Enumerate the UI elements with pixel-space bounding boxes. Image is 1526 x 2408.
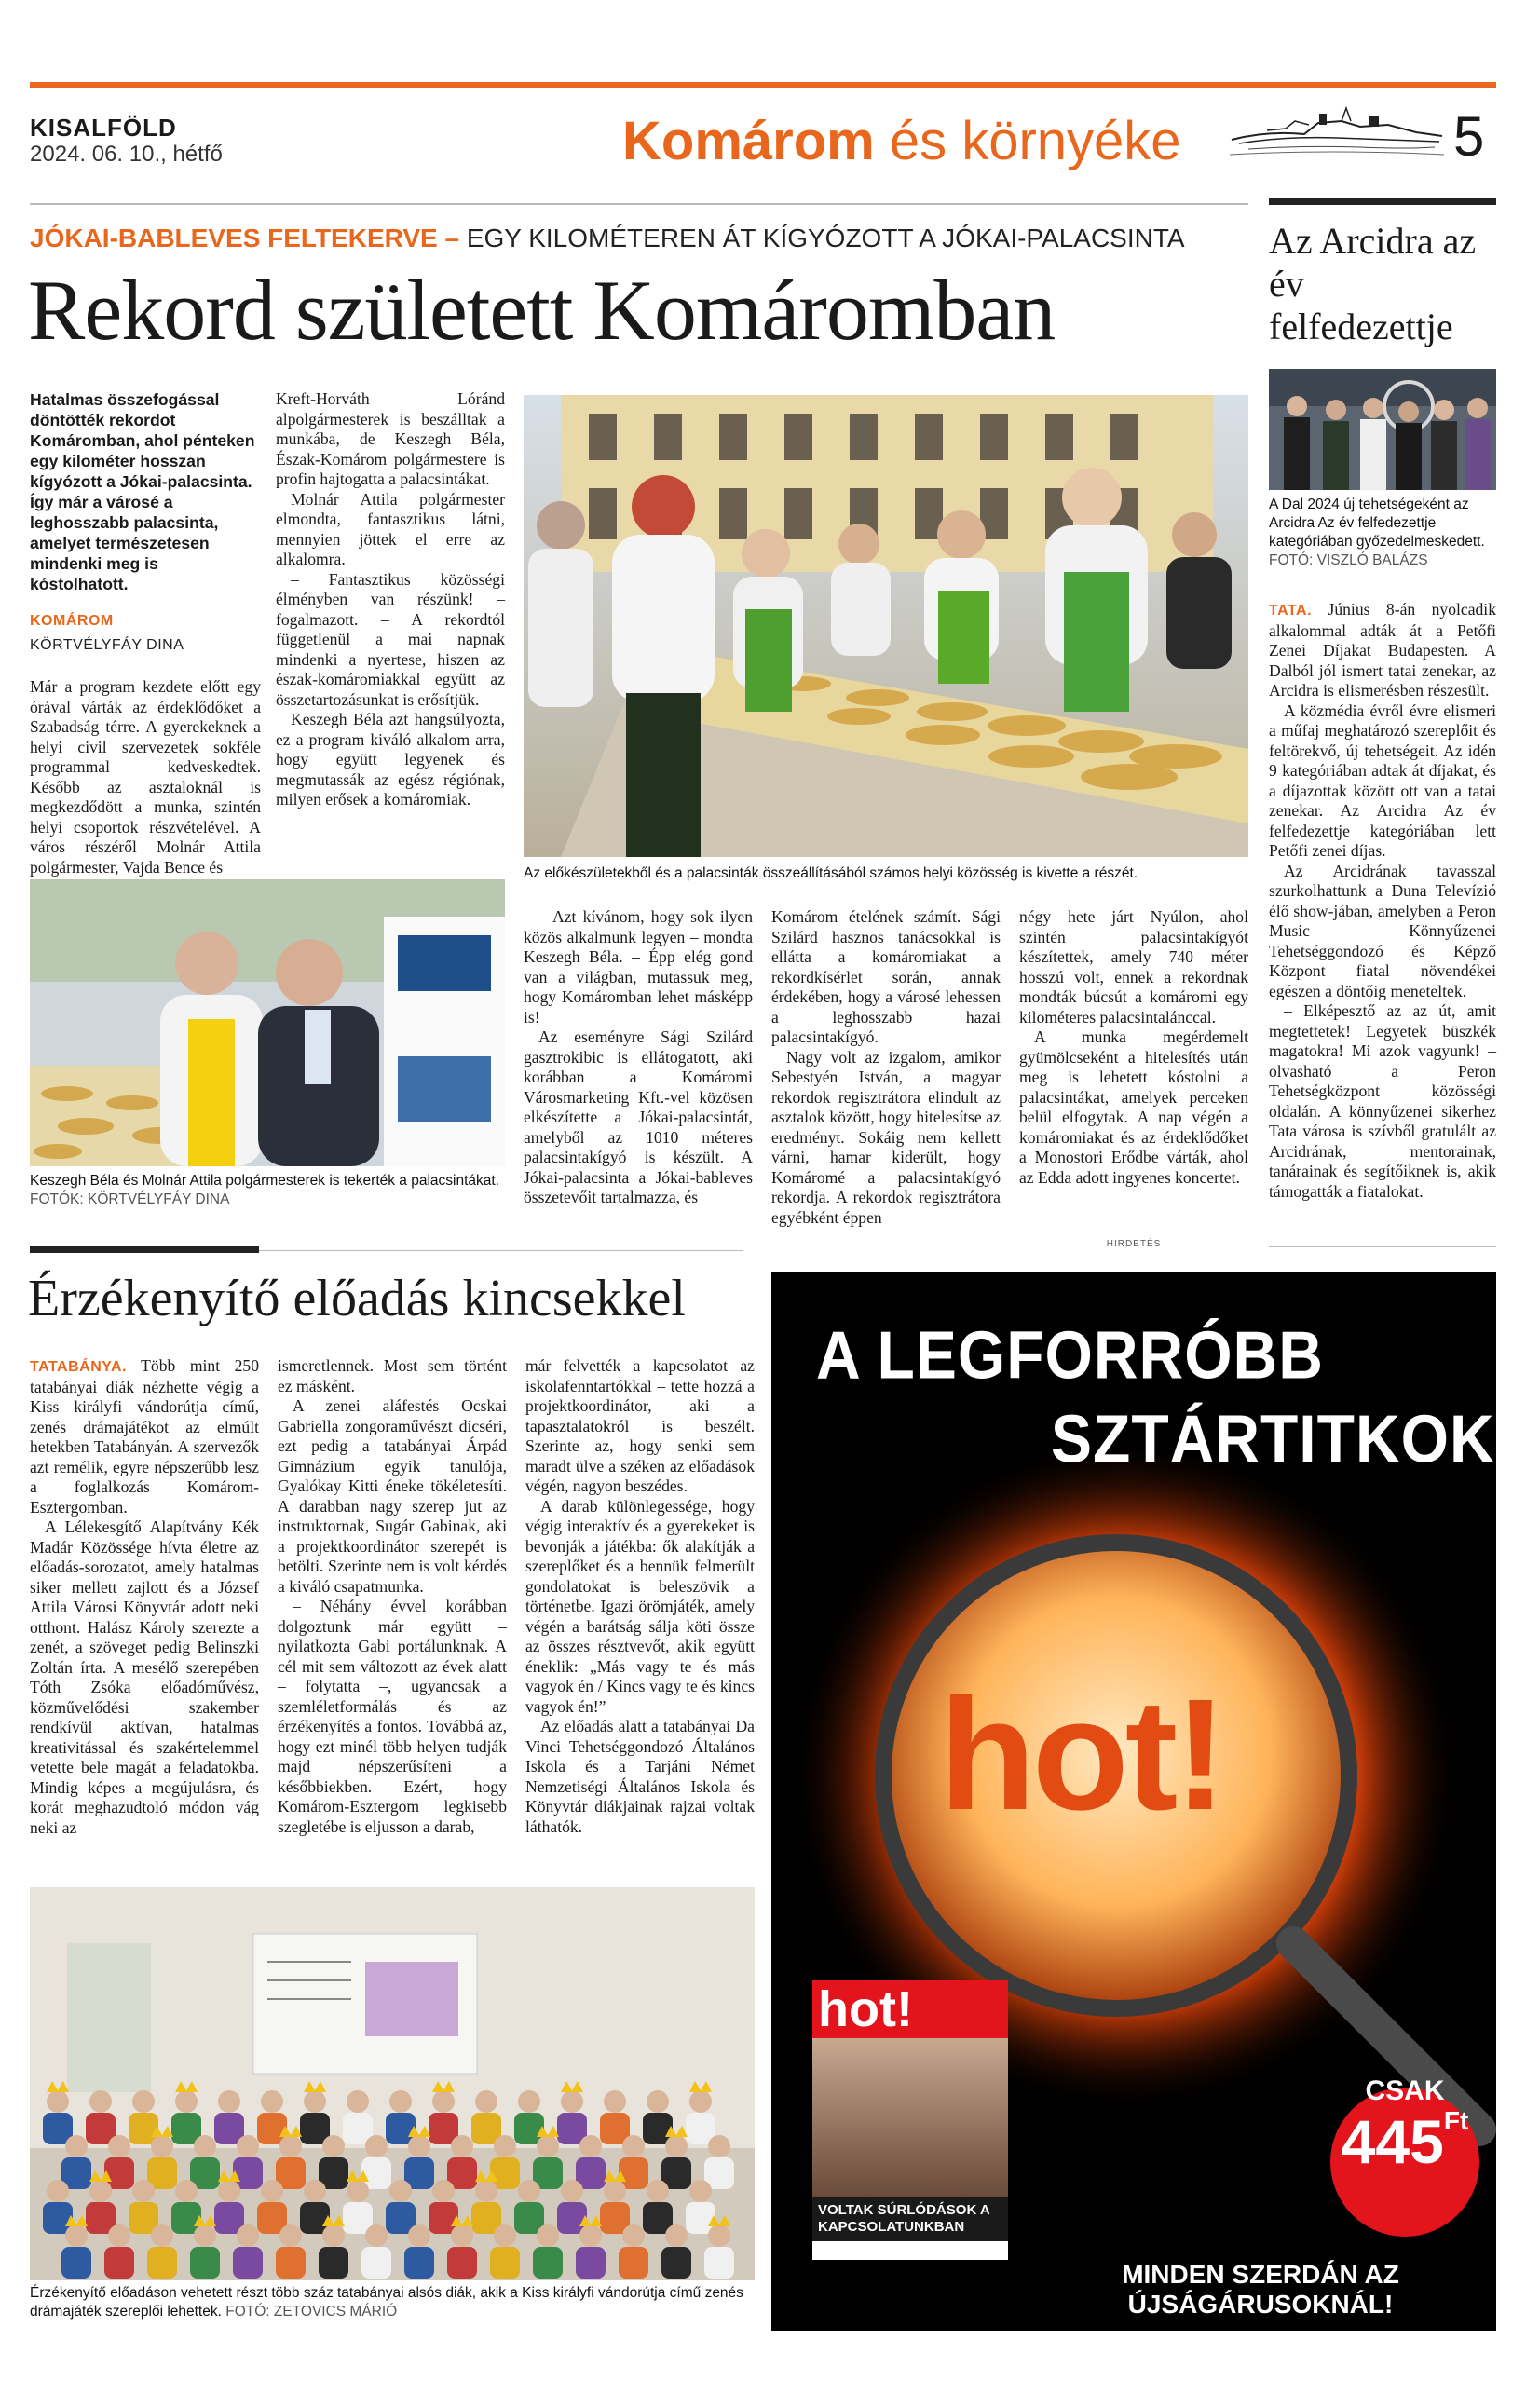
photo2-caption-text: Keszegh Béla és Molnár Attila polgármesterek is tekerték a palacsintákat. xyxy=(30,1173,500,1189)
child-figure xyxy=(190,2247,220,2279)
article-lead: Hatalmas összefogással döntötték rekordot Komáromban, ahol pénteken egy kilométer hosszan kígyózott a Jókai-palacsinta. Így már a városé a leghosszabb palacsinta, amelyet természetesen mindenki meg is kóstolhatott. xyxy=(30,390,255,593)
cover-photo xyxy=(812,2038,1008,2197)
child-figure xyxy=(132,2180,155,2202)
child-figure xyxy=(233,2247,263,2279)
fortress-drawing-icon xyxy=(1230,102,1444,160)
article-paragraph: Kreft-Horváth Lóránd alpolgármesterek is beszálltak a munkába, de Keszegh Béla, Észak-Komárom polgármestere is profin hajtogatta a palacsintákat. xyxy=(276,389,505,488)
child-figure xyxy=(279,2224,302,2247)
child-figure xyxy=(447,2247,477,2279)
child-figure xyxy=(661,2247,691,2279)
child-figure xyxy=(389,2180,412,2202)
section-title-bold: Komárom xyxy=(622,111,875,171)
child-figure xyxy=(237,2224,259,2247)
child-figure xyxy=(276,2247,306,2279)
article2-p1: Több mint 250 tatabányai diák nézhette végig a Kiss királyfi vándorútja című, zenés drámajátékot az elmúlt hetekben Tatabányán. A szervezők azt remélik, egyre népszerűbb lesz a foglalkozás Komárom-Esztergomban. xyxy=(30,1356,259,1517)
article-paragraph: A Lélekesgítő Alapítvány Kék Madár Közössége hívta életre az előadás-sorozatot, amely hatalmas siker mellett zajlott és a József Attila Városi Könyvtár adott neki otthont. Halász Károly szerezte a zenét, a szöveget pedig Belinszki Zoltán írta. A mesélő szerepében Tóth Zsóka előadóművész, közművelődési szakember rendkívül aktívan, hatalmas kreativitással és szakértelemmel vetette bele magát a feladatokba. Mindig képes a megújulásra, és korát meghazudtoló módon vág neki az xyxy=(30,1517,259,1837)
child-figure xyxy=(65,2224,88,2247)
photo2-caption xyxy=(30,1172,514,1209)
child-figure xyxy=(108,2224,130,2247)
child-figure xyxy=(104,2247,134,2279)
child-figure xyxy=(647,2180,669,2202)
sidebar-photo-caption xyxy=(1269,496,1496,570)
ad-footer: MINDEN SZERDÁN AZ ÚJSÁGÁRUSOKNÁL! xyxy=(1122,2260,1399,2319)
article-paragraph: – Fantasztikus közösségi élményben van részünk! – fogalmazott. – A rekordtól függetlenül a mai napnak mindenki a nyertese, hiszen az észak-komáromiakkal együtt az összetartozásunkat is erősítjük. xyxy=(276,569,505,709)
child-figure xyxy=(432,2180,455,2202)
article2-divider xyxy=(259,1250,743,1251)
ad-price xyxy=(1330,2106,1479,2177)
photo-children-performance xyxy=(30,1887,755,2280)
article-paragraph: Komárom ételének számít. Sági Szilárd hasznos tanácsokkal is ellátta a komáromiakat a rekordkísérlet során, annak érdekében, hogy a városé lehessen a leghosszabb hazai palacsintakígyó. xyxy=(771,907,1001,1046)
article2-place: TATABÁNYA. xyxy=(30,1359,127,1375)
article-paragraph xyxy=(30,1356,259,1517)
article-paragraph: Az előadás alatt a tatabányai Da Vinci Tehetséggondozó Általános Iskola és a Tarjáni Német Nemzetiségi Általános Iskola és Könyvtár diákjainak rajzai voltak láthatók. xyxy=(525,1717,755,1836)
article-paragraph: – Elképesztő az az út, amit megtettetek! Legyetek büszkék magatokra! Mi azok vagyunk! – olvasható a Peron Tehetségközpont közösségi oldalán. A könnyűzenei sikerhez Tata városa is szívből gratulált az Arcidrának, mentorainak, tanárainak és segítőiknek is, akik támogatták a fiatalokat. xyxy=(1269,1001,1496,1201)
child-figure xyxy=(689,2180,712,2202)
child-figure xyxy=(518,2180,540,2202)
article-author: KÖRTVÉLYFÁY DINA xyxy=(30,636,184,653)
child-figure xyxy=(665,2224,688,2247)
child-figure xyxy=(65,2135,88,2157)
child-figure xyxy=(194,2224,216,2247)
article-paragraph: Molnár Attila polgármester elmondta, fantasztikus látni, mennyien jöttek el erre az alkalomra. xyxy=(276,489,505,568)
photo-arcidra-band xyxy=(1269,369,1496,490)
child-figure xyxy=(579,2224,602,2247)
child-figure xyxy=(389,2090,412,2113)
child-figure xyxy=(619,2247,648,2279)
ad-headline-2: SZTÁRTITKOK xyxy=(1051,1400,1495,1476)
article-column-5 xyxy=(1019,907,1248,1188)
child-figure xyxy=(261,2180,283,2202)
article-paragraph: – Azt kívánom, hogy sok ilyen közös alkalmunk legyen – mondta Keszegh Béla. – Épp elég gond van a világban, mutassuk meg, hogy Komáromban lehet másképp is! xyxy=(524,907,753,1027)
child-figure xyxy=(708,2224,730,2247)
child-figure xyxy=(561,2090,583,2113)
child-figure xyxy=(365,2135,388,2157)
article-paragraph: Az eseményre Sági Szilárd gasztrokibic is ellátogatott, aki korábban a Komáromi Városmarketing Kft.-vel közösen elkészítette a Jókai-palacsintát, amelyből az 1010 méteres palacsintakígyó is készült. A Jókai-palacsinta a Jókai-bableves összetevőit tartalmazza, és xyxy=(524,1027,753,1206)
child-figure xyxy=(622,2135,645,2157)
child-figure xyxy=(47,2090,69,2113)
child-figure xyxy=(604,2090,626,2113)
cover-headline: VOLTAK SÚRLÓDÁSOK A KAPCSOLATUNKBAN xyxy=(812,2197,1008,2241)
photo1-caption: Az előkészületekből és a palacsinták összeállításából számos helyi közösség is kivette a részét. xyxy=(524,865,1138,881)
page-number: 5 xyxy=(1453,105,1485,168)
child-figure xyxy=(89,2090,112,2113)
child-figure xyxy=(151,2224,173,2247)
article-headline: Rekord született Komáromban xyxy=(28,263,1056,358)
magazine-cover xyxy=(812,1980,1008,2260)
child-figure xyxy=(604,2180,626,2202)
article-paragraph: – Néhány évvel korábban dolgoztunk már együtt – nyilatkozta Gabi portálunknak. A cél mit sem változott az évek alatt – folytatta –, ugyancsak a szemléletformálás és az érzékenyítés a fontos. Továbbá az, hogy ezt minél több helyen tudják majd népszerűsíteni a későbbiekben. Ezért, hogy Komárom-Esztergom legkisebb szegletébe is eljusson a darab, xyxy=(278,1597,507,1836)
sidebar-photo-credit: FOTÓ: VISZLÓ BALÁZS xyxy=(1269,552,1428,568)
article-paragraph: Már a program kezdete előtt egy órával várták az érdeklődőket a Szabadság térre. A gyerekeknek a helyi civil szervezetek sokféle programmal kedveskedtek. Később az asztaloknál is megkezdődött a munka, szintén helyi csoportok részvételével. A város részéről Molnár Attila polgármester, Vajda Bence és xyxy=(30,677,261,877)
child-figure xyxy=(365,2224,388,2247)
child-figure xyxy=(518,2090,540,2113)
article-paragraph xyxy=(1269,600,1496,701)
child-figure xyxy=(579,2135,602,2157)
child-figure xyxy=(347,2090,369,2113)
child-figure xyxy=(533,2247,563,2279)
photo2-credit: FOTÓK: KÖRTVÉLYFÁY DINA xyxy=(30,1191,230,1207)
child-figure xyxy=(175,2090,198,2113)
article-column-2 xyxy=(276,389,505,810)
photo-mayors-rolling-pancakes xyxy=(30,879,505,1166)
newspaper-name: KISALFÖLD xyxy=(30,114,177,142)
article-paragraph: már felvették a kapcsolatot az iskolafenntartókkal – tette hozzá a projektkoordinátor, aki a tapasztalatokról is beszélt. Szerinte az, hogy senki sem maradt ülve a széken az előadások végén, nagyon beszédes. xyxy=(525,1356,755,1495)
child-figure xyxy=(347,2180,369,2202)
child-figure xyxy=(647,2090,669,2113)
article-paragraph: A közmédia évről évre elismeri a műfaj meghatározó szereplőit és feltörekvő, új tehetségeit. Az idén 9 kategóriában adtak át díjakat, és a díjazottak között ott van a tatai zenekar. Az Arcidra Az év felfedezettje kategóriában lett Petőfi zenei díjas. xyxy=(1269,701,1496,860)
ad-price-value: 445 xyxy=(1341,2107,1444,2176)
sidebar-p1: Június 8-án nyolcadik alkalommal adták át a Petőfi Zenei Díjakat Budapesten. A Dalból jól ismert tatai zenekar, az Arcidra is elismerésben részesült. xyxy=(1269,600,1496,700)
child-figure xyxy=(237,2135,259,2157)
child-figure xyxy=(304,2090,326,2113)
article2-photo-caption xyxy=(30,2284,766,2321)
kicker-highlight: JÓKAI-BABLEVES FELTEKERVE – xyxy=(30,224,460,252)
child-figure xyxy=(475,2090,497,2113)
photo-illustration xyxy=(30,1887,755,2280)
article-paragraph: Nagy volt az izgalom, amikor Sebestyén István, a magyar rekordok regisztrátora elindult az asztalok között, hogy hitelesítse az eredményt. Sokáig nem kellett várni, hamar kiderült, hogy Komáromé a palacsintakígyó rekordja. A rekordok regisztrátora egyébként éppen xyxy=(771,1047,1001,1227)
child-figure xyxy=(704,2247,734,2279)
section-title-light: és környéke xyxy=(874,111,1181,171)
hot-magazine-advertisement[interactable] xyxy=(771,1272,1496,2331)
child-figure xyxy=(622,2224,645,2247)
child-figure xyxy=(47,2180,69,2202)
article-column-1 xyxy=(30,389,261,877)
ad-headline-1: A LEGFORRÓBB xyxy=(816,1316,1324,1393)
child-figure xyxy=(361,2247,391,2279)
child-figure xyxy=(708,2135,730,2157)
article-place: KOMÁROM xyxy=(30,613,114,629)
top-accent-bar xyxy=(30,82,1496,88)
child-figure xyxy=(689,2090,712,2113)
section-title xyxy=(622,110,1181,172)
child-figure xyxy=(665,2135,688,2157)
article-column-4 xyxy=(771,907,1001,1228)
sidebar-caption-text: A Dal 2024 új tehetségeként az Arcidra Az év felfedezettje kategóriában győzedelmeskedett. xyxy=(1269,497,1485,550)
child-figure xyxy=(490,2247,520,2279)
sidebar-body xyxy=(1269,600,1496,1202)
photo-illustration xyxy=(30,879,505,1166)
article-column-3 xyxy=(524,907,753,1208)
child-figure xyxy=(175,2180,198,2202)
photo-illustration xyxy=(524,395,1248,857)
issue-date: 2024. 06. 10., hétfő xyxy=(30,142,223,167)
child-figure xyxy=(432,2090,455,2113)
child-figure xyxy=(147,2247,177,2279)
cover-brand: hot! xyxy=(812,1980,1008,2038)
article-paragraph: Keszegh Béla azt hangsúlyozta, ez a program kiváló alkalom arra, hogy együtt legyenek és megmutassák az egész régiónak, milyen erősek a komáromiak. xyxy=(276,710,505,809)
child-figure xyxy=(322,2224,345,2247)
child-figure xyxy=(494,2135,516,2157)
child-figure xyxy=(408,2224,430,2247)
child-figure xyxy=(61,2247,91,2279)
article-paragraph: A munka megérdemelt gyümölcseként a hitelesítés után meg is lehetett kóstolni a palacsintákat, amelyek perceken belül elfogytak. A nap végén a komáromiakat és az érdeklődőket a Monostori Erődbe várták, ahol az Edda adott ingyenes koncertet. xyxy=(1019,1027,1248,1187)
child-figure xyxy=(261,2090,283,2113)
photo-pancake-volunteers xyxy=(524,395,1248,857)
child-figure xyxy=(576,2247,606,2279)
child-figure xyxy=(319,2247,348,2279)
sidebar-place: TATA. xyxy=(1269,603,1313,619)
sidebar-top-rule xyxy=(1269,198,1496,205)
child-figure xyxy=(404,2247,434,2279)
article-paragraph: A darab különlegessége, hogy végig interaktív és a gyerekeket is bevonják a játékba: ők alakítják a szereplőket és a bennük felmerült gondolatokat is beleszövik a történetbe. Igazi örömjáték, amely végén a barátság sálja köti össze az összes résztvevőt, akik együtt éneklik: „Más vagy te és más vagyok én / Kincs vagy te és kincs vagyok én!” xyxy=(525,1496,755,1716)
child-figure xyxy=(561,2180,583,2202)
child-figure xyxy=(475,2180,497,2202)
child-figure xyxy=(151,2135,173,2157)
article2-column-3 xyxy=(525,1356,755,1837)
article2-photo-credit: FOTÓ: ZETOVICS MÁRIÓ xyxy=(225,2304,398,2320)
article2-column-1 xyxy=(30,1356,259,1838)
ad-brand-logo: hot! xyxy=(939,1667,1223,1843)
child-figure xyxy=(537,2135,559,2157)
photo-illustration xyxy=(1269,369,1496,490)
ad-label: HIRDETÉS xyxy=(1106,1239,1162,1249)
kicker-rest: EGY KILOMÉTEREN ÁT KÍGYÓZOTT A JÓKAI-PALACSINTA xyxy=(459,224,1185,252)
child-figure xyxy=(108,2135,130,2157)
article2-top-rule xyxy=(30,1246,259,1253)
child-figure xyxy=(451,2135,473,2157)
header-divider xyxy=(30,203,1248,205)
child-figure xyxy=(408,2135,430,2157)
sidebar-title: Az Arcidra az év felfedezettje xyxy=(1269,220,1477,347)
child-figure xyxy=(322,2135,345,2157)
article-paragraph: Az Arcidrának tavasszal szurkolhattunk a Duna Televízió élő show-jában, amelyben a Peron Music Könnyűzenei Tehetséggondozó és Képző Központ fiatal növendékei egészen a döntőig meneteltek. xyxy=(1269,861,1496,1000)
child-figure xyxy=(132,2090,155,2113)
child-figure xyxy=(537,2224,559,2247)
child-figure xyxy=(218,2180,240,2202)
article-kicker xyxy=(30,224,1185,253)
child-figure xyxy=(451,2224,473,2247)
article-paragraph: A zenei aláfestés Ocskai Gabriella zongoraművészt dicséri, ezt pedig a tatabányai Árpád Gimnázium egyik tanulója, Gyalókay Kitti éneke tökéletesíti. A darabban nagy szerep jut az instruktornak, Sugár Gabinak, aki a projektkoordinátor szerepét is betölti. Szerinte nem is volt kérdés a kiváló csapatmunka. xyxy=(278,1396,507,1596)
ad-price-currency: Ft xyxy=(1443,2106,1469,2135)
article2-caption-text: Érzékenyítő előadáson vehetett részt több száz tatabányai alsós diák, akik a Kiss királyfi vándorútja című zenés drámajáték szereplői lehettek. xyxy=(30,2285,743,2320)
child-figure xyxy=(218,2090,240,2113)
article-paragraph: ismeretlennek. Most sem történt ez másként. xyxy=(278,1356,507,1395)
child-figure xyxy=(279,2135,302,2157)
article-paragraph: négy hete járt Nyúlon, ahol szintén palacsintakígyót készítettek, amely 740 méter hosszú volt, ennek a rekordnak mondták búcsút a komáromi egy kilométeres palacsintalánccal. xyxy=(1019,907,1248,1027)
child-figure xyxy=(89,2180,112,2202)
article2-headline: Érzékenyítő előadás kincsekkel xyxy=(28,1270,686,1327)
child-figure xyxy=(194,2135,216,2157)
article2-column-2 xyxy=(278,1356,507,1837)
ad-price-prefix: CSAK xyxy=(1365,2075,1445,2106)
child-figure xyxy=(494,2224,516,2247)
child-figure xyxy=(304,2180,326,2202)
